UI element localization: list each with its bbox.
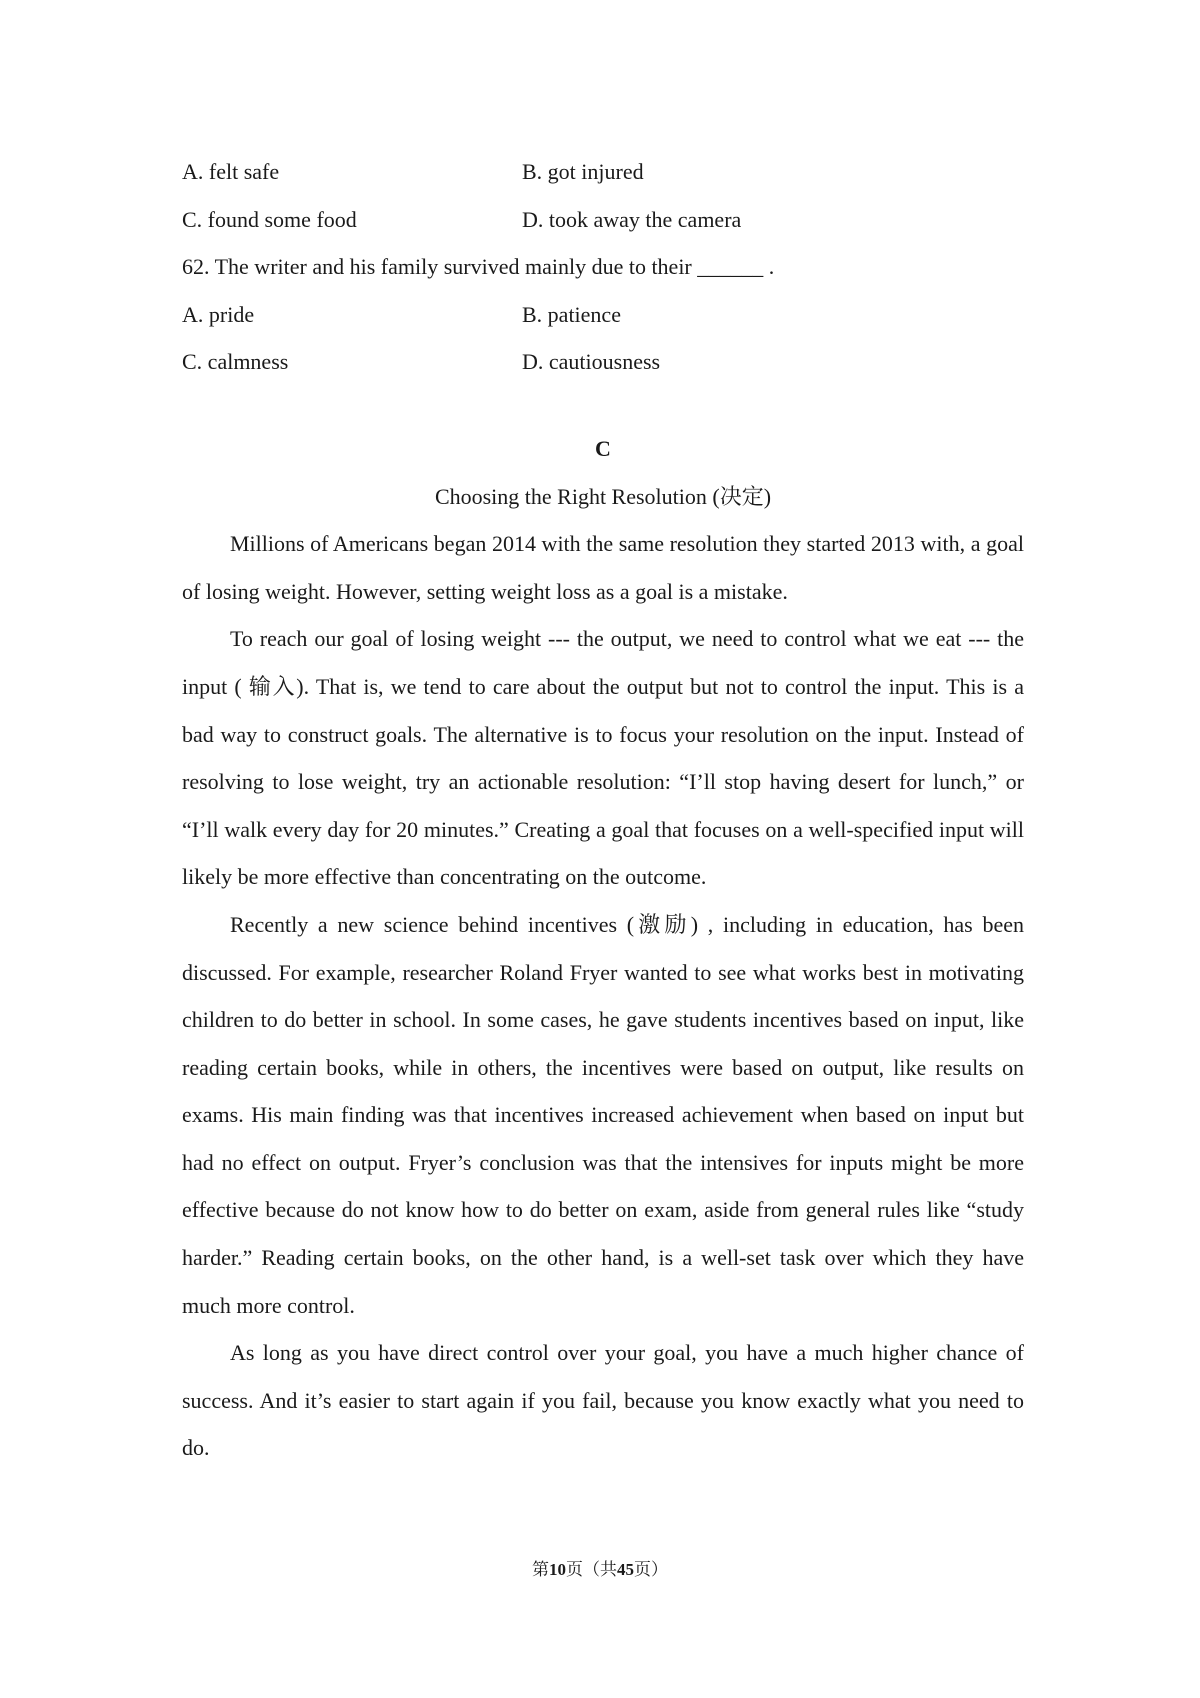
passage-title: Choosing the Right Resolution (决定) xyxy=(434,483,772,509)
footer-suffix: 页） xyxy=(634,1560,668,1579)
q62-option-c: C. calmness xyxy=(182,349,289,375)
footer-total-pages: 45 xyxy=(617,1560,634,1579)
footer-prefix: 第 xyxy=(532,1560,549,1579)
footer-middle: 页（共 xyxy=(566,1560,617,1579)
q61-options-row-2 xyxy=(182,196,1024,244)
footer-page-number: 10 xyxy=(549,1560,566,1579)
q61-option-d: D. took away the camera xyxy=(522,206,742,232)
q62-option-a: A. pride xyxy=(182,301,255,327)
q61-option-c: C. found some food xyxy=(182,206,357,232)
q62-option-b: B. patience xyxy=(522,301,621,327)
page-content xyxy=(182,148,1024,1472)
paragraph-3: Recently a new science behind incentives (激励) , including in education, has been discussed. For example, researcher Roland Fryer wanted to see what works best in motivating children to do better in school. In some cases, he gave students incentives based on input, like reading certain books, while in others, the incentives were based on output, like results on exams. His main finding was that incentives increased achievement when based on input but had no effect on output. Fryer’s conclusion was that the intensives for inputs might be more effective because do not know how to do better on exam, aside from general rules like “study harder.” Reading certain books, on the other hand, is a well-set task over which they have much more control. xyxy=(182,911,1024,1318)
q62-options-row-1 xyxy=(182,291,1024,339)
paragraph-4: As long as you have direct control over your goal, you have a much higher chance of success. And it’s easier to start again if you fail, because you know exactly what you need to do. xyxy=(182,1340,1024,1461)
q62-option-d: D. cautiousness xyxy=(522,349,661,375)
q62-stem: 62. The writer and his family survived mainly due to their ______ . xyxy=(182,254,775,280)
q61-option-a: A. felt safe xyxy=(182,159,280,184)
paragraph-1: Millions of Americans began 2014 with the same resolution they started 2013 with, a goal of losing weight. However, setting weight loss as a goal is a mistake. xyxy=(182,531,1024,604)
page-footer xyxy=(0,1558,1200,1582)
paragraph-2: To reach our goal of losing weight --- the output, we need to control what we eat --- the input ( 输入). That is, we tend to care about the output but not to control the input. This is a bad way to construct goals. The alternative is to focus your resolution on the input. Instead of resolving to lose weight, try an actionable resolution: “I’ll stop having desert for lunch,” or “I’ll walk every day for 20 minutes.” Creating a goal that focuses on a well-specified input will likely be more effective than concentrating on the outcome. xyxy=(182,626,1024,890)
q61-option-b: B. got injured xyxy=(522,159,644,184)
section-letter: C xyxy=(595,435,611,461)
q62-options-row-2 xyxy=(182,338,1024,386)
q61-options-row-1 xyxy=(182,148,1024,196)
